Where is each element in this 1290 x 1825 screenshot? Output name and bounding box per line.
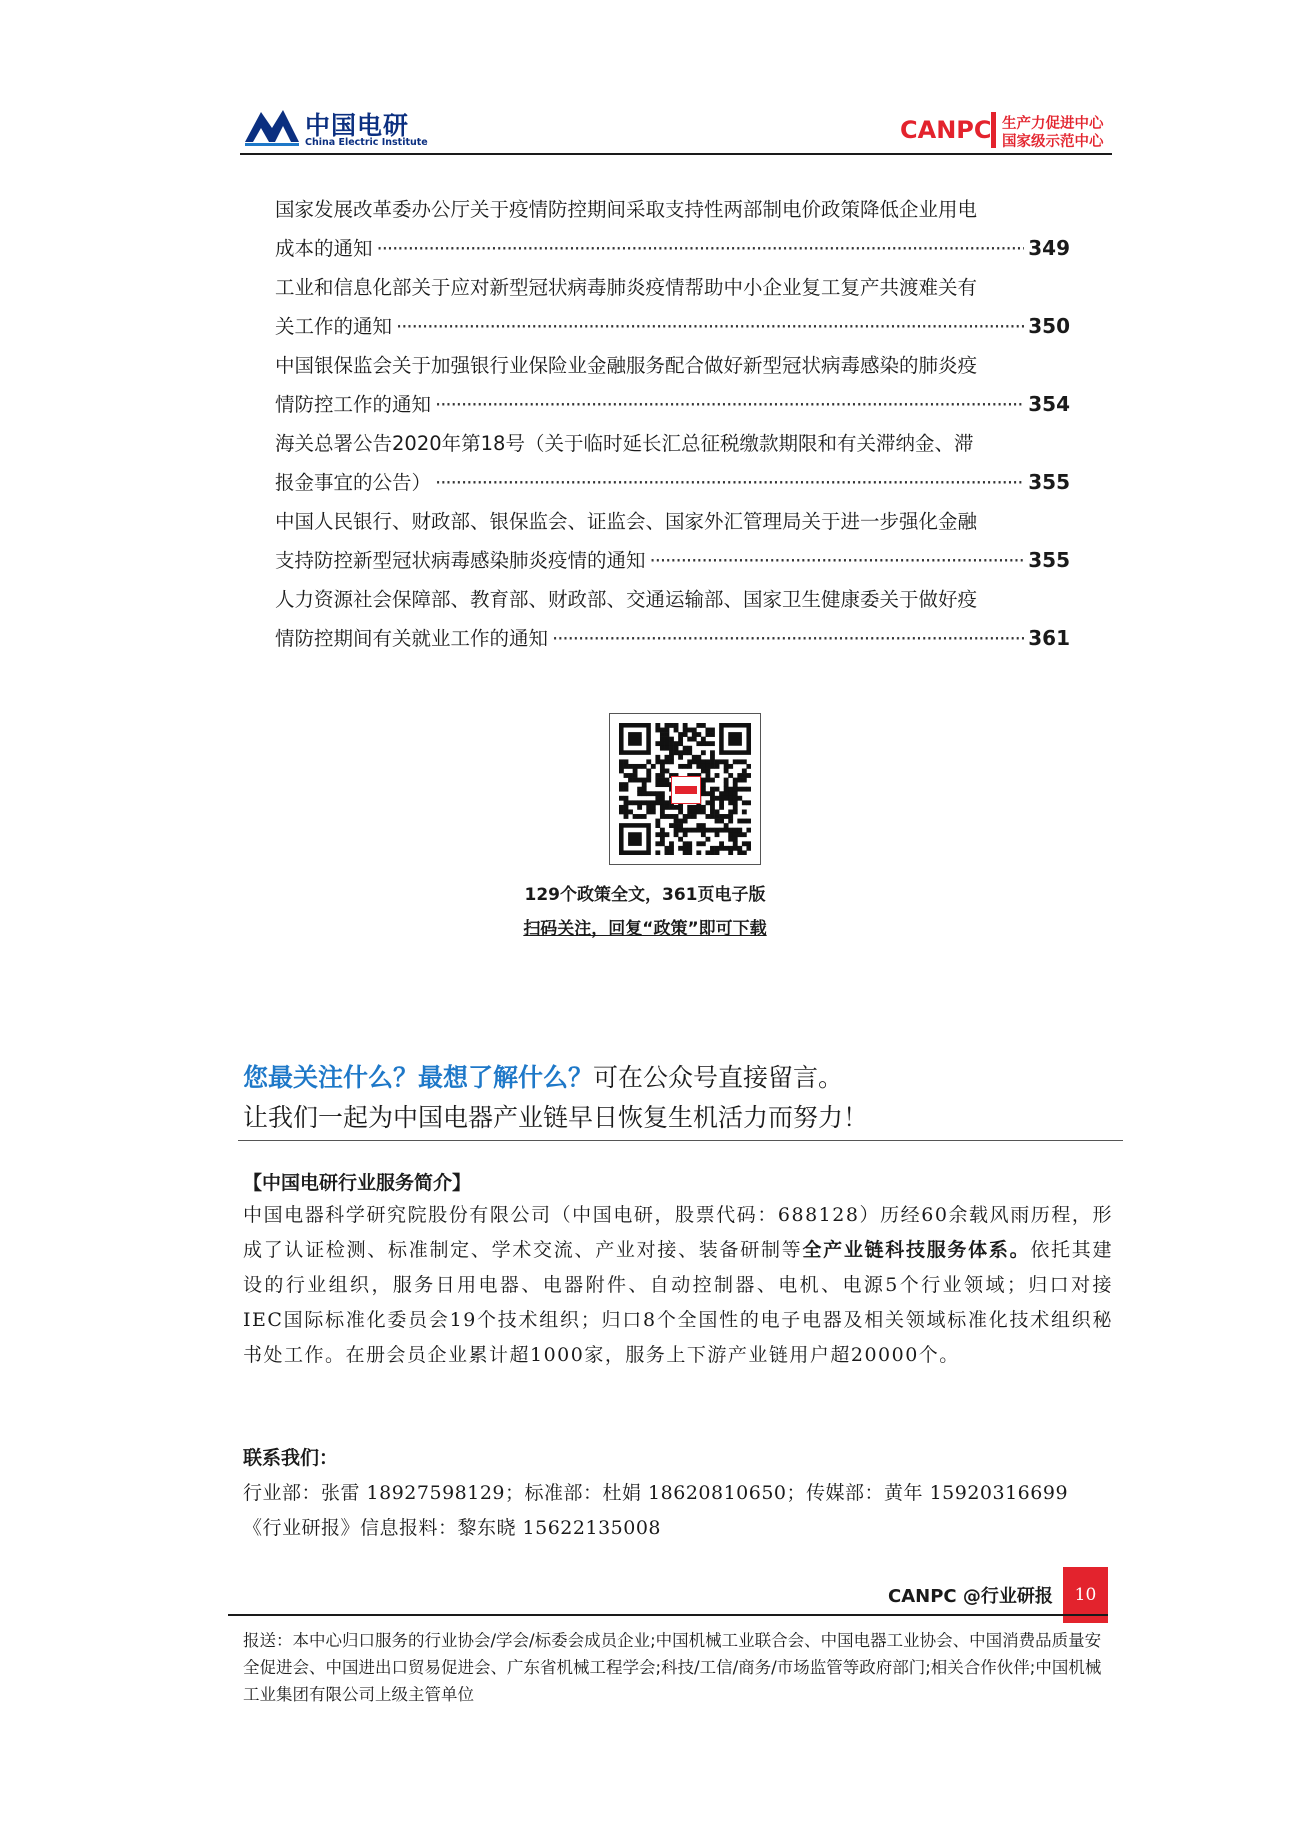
slogan-invite: 可在公众号直接留言。: [593, 1063, 844, 1092]
toc-page-number: 350: [1028, 314, 1070, 338]
table-of-contents: [275, 190, 1070, 658]
logo-chinese-name: 中国电研: [305, 111, 410, 140]
footer-brand: CANPC @行业研报: [888, 1586, 1053, 1607]
toc-leader-dots: [435, 385, 1024, 424]
toc-entry-title-line1: 海关总署公告2020年第18号（关于临时延长汇总征税缴款期限和有关滞纳金、滞: [275, 432, 974, 455]
toc-entry[interactable]: [275, 346, 1070, 424]
toc-entry-title-line2: 关工作的通知: [275, 315, 393, 338]
qr-code[interactable]: [609, 713, 761, 865]
toc-entry[interactable]: [275, 580, 1070, 658]
contact-phones: 行业部：张雷 18927598129；标准部：杜娟 18620810650；传媒部：黄年 15920316699: [243, 1482, 1069, 1504]
slogan-highlight: 您最关注什么？最想了解什么？: [243, 1063, 594, 1092]
toc-entry-title-line2: 情防控工作的通知: [275, 393, 432, 416]
logo-english-name: China Electric Institute: [305, 137, 428, 148]
intro-text-part2: 依托其建设的行业组织，服务日用电器、电器附件、自动控制器、电机、电源5个行业领域；归口对接IEC国际标准化委员会19个技术组织；归口8个全国性的电子电器及相关领域标准化技术组织秘书处工作。在册会员企业累计超1000家，服务上下游产业链用户超20000个。: [243, 1239, 1113, 1366]
toc-leader-dots: [552, 619, 1024, 658]
toc-page-number: 354: [1028, 392, 1070, 416]
contact-title: 联系我们：: [243, 1447, 339, 1469]
toc-leader-dots: [435, 463, 1024, 502]
toc-entry-title-line1: 工业和信息化部关于应对新型冠状病毒肺炎疫情帮助中小企业复工复产共渡难关有: [275, 276, 978, 299]
toc-entry-title-line1: 中国人民银行、财政部、银保监会、证监会、国家外汇管理局关于进一步强化金融: [275, 510, 978, 533]
canpc-tagline-1: 生产力促进中心: [1002, 116, 1104, 132]
toc-entry-title-line2: 报金事宜的公告）: [275, 471, 432, 494]
toc-page-number: 349: [1028, 236, 1070, 260]
toc-leader-dots: [396, 307, 1024, 346]
intro-paragraph: [243, 1198, 1113, 1373]
toc-entry[interactable]: [275, 190, 1070, 268]
toc-entry[interactable]: [275, 424, 1070, 502]
toc-entry-title-line1: 中国银保监会关于加强银行业保险业金融服务配合做好新型冠状病毒感染的肺炎疫: [275, 354, 978, 377]
china-electric-institute-logo: [243, 104, 433, 152]
qr-download-instruction: 扫码关注，回复“政策”即可下载: [523, 919, 767, 939]
section-divider: [238, 1140, 1123, 1141]
toc-entry-title-line1: 人力资源社会保障部、教育部、财政部、交通运输部、国家卫生健康委关于做好疫: [275, 588, 978, 611]
toc-page-number: 355: [1028, 548, 1070, 572]
page-number: 10: [1063, 1567, 1108, 1623]
toc-page-number: 355: [1028, 470, 1070, 494]
slogan-question: [243, 1058, 843, 1094]
page-header: [0, 0, 1290, 160]
footer-divider: [228, 1614, 1108, 1616]
intro-title: 【中国电研行业服务简介】: [243, 1172, 472, 1194]
canpc-logo: [900, 110, 1120, 150]
contact-news-tip: 《行业研报》信息报料：黎东晓 15622135008: [243, 1517, 662, 1539]
toc-entry-title-line2: 成本的通知: [275, 237, 373, 260]
toc-entry[interactable]: [275, 268, 1070, 346]
toc-leader-dots: [377, 229, 1025, 268]
header-divider: [240, 153, 1112, 155]
toc-entry-title-line1: 国家发展改革委办公厅关于疫情防控期间采取支持性两部制电价政策降低企业用电: [275, 198, 978, 221]
mountain-logo-icon: [243, 104, 301, 146]
footer-distribution-note: 报送：本中心归口服务的行业协会/学会/标委会成员企业;中国机械工业联合会、中国电器工业协会、中国消费品质量安全促进会、中国进出口贸易促进会、广东省机械工程学会;科技/工信/商务/市场监管等政府部门;相关合作伙伴;中国机械工业集团有限公司上级主管单位: [243, 1631, 1102, 1704]
canpc-divider: [991, 112, 996, 148]
toc-entry[interactable]: [275, 502, 1070, 580]
slogan-line2: 让我们一起为中国电器产业链早日恢复生机活力而努力！: [243, 1103, 869, 1132]
intro-text-part1: 中国电器科学研究院股份有限公司（中国电研，股票代码：688128）历经60余载风雨历程，形成了认证检测、标准制定、学术交流、产业对接、装备研制等: [243, 1204, 1113, 1261]
qr-center-logo-icon: [671, 776, 701, 804]
canpc-tagline-2: 国家级示范中心: [1002, 134, 1104, 150]
canpc-wordmark: CANPC: [900, 116, 992, 144]
toc-entry-title-line2: 支持防控新型冠状病毒感染肺炎疫情的通知: [275, 549, 646, 572]
toc-leader-dots: [650, 541, 1025, 580]
intro-text-bold: 全产业链科技服务体系。: [802, 1239, 1031, 1261]
toc-entry-title-line2: 情防控期间有关就业工作的通知: [275, 627, 549, 650]
qr-caption: 129个政策全文，361页电子版: [524, 885, 766, 905]
toc-page-number: 361: [1028, 626, 1070, 650]
